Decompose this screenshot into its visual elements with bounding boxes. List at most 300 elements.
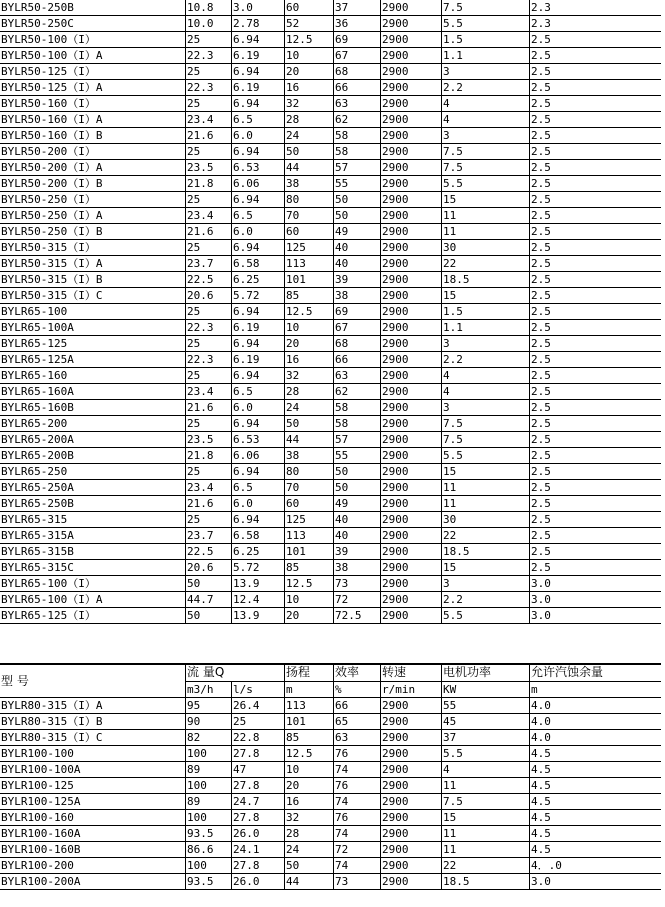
cell-efficiency: 38 <box>334 560 381 576</box>
table-row <box>0 80 661 96</box>
table-row <box>0 608 661 624</box>
cell-power: 7.5 <box>442 0 530 16</box>
cell-speed: 2900 <box>381 858 442 874</box>
cell-efficiency: 40 <box>334 512 381 528</box>
cell-npsh: 2.5 <box>530 352 661 368</box>
cell-npsh: 2.5 <box>530 224 661 240</box>
cell-efficiency: 37 <box>334 0 381 16</box>
cell-model: BYLR65-100A <box>0 320 186 336</box>
cell-power: 22 <box>442 256 530 272</box>
cell-power: 18.5 <box>442 544 530 560</box>
cell-speed: 2900 <box>381 208 442 224</box>
cell-flow-ls: 6.0 <box>232 400 285 416</box>
cell-flow-ls: 2.78 <box>232 16 285 32</box>
cell-power: 1.5 <box>442 304 530 320</box>
cell-power: 3 <box>442 128 530 144</box>
cell-head: 44 <box>285 874 334 890</box>
table-row <box>0 144 661 160</box>
cell-model: BYLR100-200A <box>0 874 186 890</box>
cell-npsh: 4.0 <box>530 730 661 746</box>
table-row <box>0 112 661 128</box>
cell-model: BYLR50-250B <box>0 0 186 16</box>
cell-power: 22 <box>442 858 530 874</box>
pump-spec-table-lower <box>0 663 661 890</box>
cell-power: 5.5 <box>442 746 530 762</box>
cell-flow-m3h: 21.8 <box>186 176 232 192</box>
cell-speed: 2900 <box>381 352 442 368</box>
cell-flow-m3h: 25 <box>186 464 232 480</box>
table-body <box>0 698 661 890</box>
cell-flow-ls: 6.94 <box>232 64 285 80</box>
cell-efficiency: 50 <box>334 208 381 224</box>
cell-flow-ls: 6.58 <box>232 528 285 544</box>
cell-power: 11 <box>442 826 530 842</box>
cell-npsh: 2.3 <box>530 0 661 16</box>
cell-flow-ls: 6.5 <box>232 384 285 400</box>
cell-efficiency: 68 <box>334 64 381 80</box>
cell-head: 24 <box>285 842 334 858</box>
cell-npsh: 2.5 <box>530 256 661 272</box>
cell-head: 10 <box>285 762 334 778</box>
cell-npsh: 2.5 <box>530 496 661 512</box>
cell-efficiency: 40 <box>334 256 381 272</box>
table-row <box>0 176 661 192</box>
cell-power: 11 <box>442 480 530 496</box>
cell-model: BYLR65-200B <box>0 448 186 464</box>
cell-efficiency: 50 <box>334 192 381 208</box>
cell-npsh: 2.5 <box>530 32 661 48</box>
cell-flow-m3h: 100 <box>186 778 232 794</box>
cell-npsh: 2.5 <box>530 80 661 96</box>
header-model: 型 号 <box>0 665 186 698</box>
cell-efficiency: 63 <box>334 730 381 746</box>
cell-flow-ls: 27.8 <box>232 778 285 794</box>
cell-flow-m3h: 25 <box>186 96 232 112</box>
cell-efficiency: 58 <box>334 400 381 416</box>
cell-efficiency: 74 <box>334 858 381 874</box>
cell-flow-m3h: 82 <box>186 730 232 746</box>
cell-speed: 2900 <box>381 496 442 512</box>
cell-power: 3 <box>442 336 530 352</box>
cell-efficiency: 40 <box>334 240 381 256</box>
cell-npsh: 2.5 <box>530 144 661 160</box>
cell-efficiency: 49 <box>334 224 381 240</box>
cell-flow-m3h: 23.7 <box>186 528 232 544</box>
cell-flow-m3h: 22.3 <box>186 352 232 368</box>
cell-flow-ls: 6.94 <box>232 336 285 352</box>
cell-speed: 2900 <box>381 400 442 416</box>
cell-flow-ls: 6.94 <box>232 96 285 112</box>
cell-head: 24 <box>285 400 334 416</box>
table-row <box>0 256 661 272</box>
table-row <box>0 32 661 48</box>
cell-power: 18.5 <box>442 272 530 288</box>
table-row <box>0 0 661 16</box>
table-row <box>0 48 661 64</box>
cell-flow-ls: 13.9 <box>232 576 285 592</box>
cell-flow-ls: 6.0 <box>232 128 285 144</box>
cell-power: 4 <box>442 384 530 400</box>
cell-model: BYLR100-160B <box>0 842 186 858</box>
cell-head: 85 <box>285 730 334 746</box>
table-row <box>0 368 661 384</box>
cell-flow-m3h: 25 <box>186 192 232 208</box>
table-row <box>0 128 661 144</box>
table-row <box>0 384 661 400</box>
cell-flow-m3h: 21.6 <box>186 496 232 512</box>
unit-flow-m3h: m3/h <box>186 682 232 699</box>
cell-speed: 2900 <box>381 592 442 608</box>
cell-model: BYLR50-200（I）A <box>0 160 186 176</box>
cell-npsh: 3.0 <box>530 874 661 890</box>
cell-flow-ls: 47 <box>232 762 285 778</box>
header-power: 电机功率 <box>442 665 530 682</box>
table-row <box>0 224 661 240</box>
cell-flow-ls: 27.8 <box>232 810 285 826</box>
cell-model: BYLR50-200（I）B <box>0 176 186 192</box>
header-npsh: 允许汽蚀余量 <box>530 665 661 682</box>
cell-speed: 2900 <box>381 0 442 16</box>
cell-model: BYLR50-200（I） <box>0 144 186 160</box>
table-row <box>0 96 661 112</box>
cell-model: BYLR65-250A <box>0 480 186 496</box>
cell-npsh: 2.5 <box>530 400 661 416</box>
cell-power: 3 <box>442 400 530 416</box>
cell-head: 60 <box>285 496 334 512</box>
table-row <box>0 576 661 592</box>
cell-speed: 2900 <box>381 480 442 496</box>
cell-model: BYLR50-160（I）A <box>0 112 186 128</box>
table-row <box>0 352 661 368</box>
cell-flow-ls: 5.72 <box>232 288 285 304</box>
cell-npsh: 4.0 <box>530 714 661 730</box>
cell-efficiency: 40 <box>334 528 381 544</box>
table-row <box>0 432 661 448</box>
unit-efficiency: % <box>334 682 381 699</box>
cell-flow-ls: 26.4 <box>232 698 285 714</box>
cell-power: 7.5 <box>442 794 530 810</box>
cell-speed: 2900 <box>381 608 442 624</box>
unit-head: m <box>285 682 334 699</box>
cell-flow-m3h: 89 <box>186 762 232 778</box>
cell-power: 15 <box>442 192 530 208</box>
cell-head: 50 <box>285 416 334 432</box>
cell-power: 7.5 <box>442 144 530 160</box>
cell-flow-ls: 6.0 <box>232 496 285 512</box>
cell-head: 32 <box>285 368 334 384</box>
table-row <box>0 512 661 528</box>
cell-npsh: 3.0 <box>530 608 661 624</box>
cell-power: 4 <box>442 368 530 384</box>
cell-efficiency: 73 <box>334 874 381 890</box>
cell-flow-m3h: 21.8 <box>186 448 232 464</box>
cell-model: BYLR65-315 <box>0 512 186 528</box>
cell-flow-ls: 24.1 <box>232 842 285 858</box>
cell-head: 28 <box>285 826 334 842</box>
cell-head: 113 <box>285 528 334 544</box>
cell-power: 4 <box>442 96 530 112</box>
cell-flow-m3h: 25 <box>186 32 232 48</box>
cell-npsh: 2.5 <box>530 176 661 192</box>
cell-npsh: 2.5 <box>530 96 661 112</box>
table-row <box>0 544 661 560</box>
cell-model: BYLR65-200 <box>0 416 186 432</box>
cell-flow-ls: 6.19 <box>232 48 285 64</box>
cell-flow-ls: 6.19 <box>232 352 285 368</box>
cell-speed: 2900 <box>381 256 442 272</box>
cell-power: 22 <box>442 528 530 544</box>
cell-npsh: 2.5 <box>530 112 661 128</box>
cell-flow-m3h: 86.6 <box>186 842 232 858</box>
cell-efficiency: 63 <box>334 368 381 384</box>
cell-flow-m3h: 22.3 <box>186 80 232 96</box>
cell-npsh: 2.5 <box>530 528 661 544</box>
cell-power: 11 <box>442 496 530 512</box>
cell-speed: 2900 <box>381 112 442 128</box>
table-row <box>0 746 661 762</box>
cell-head: 16 <box>285 352 334 368</box>
table-row <box>0 778 661 794</box>
cell-speed: 2900 <box>381 576 442 592</box>
cell-model: BYLR65-125（I） <box>0 608 186 624</box>
cell-npsh: 4.5 <box>530 746 661 762</box>
cell-flow-m3h: 10.0 <box>186 16 232 32</box>
cell-power: 5.5 <box>442 608 530 624</box>
cell-power: 1.5 <box>442 32 530 48</box>
cell-efficiency: 76 <box>334 746 381 762</box>
cell-flow-m3h: 25 <box>186 64 232 80</box>
cell-model: BYLR80-315（I）A <box>0 698 186 714</box>
table-row <box>0 288 661 304</box>
header-head: 扬程 <box>285 665 334 682</box>
cell-flow-ls: 6.94 <box>232 240 285 256</box>
cell-flow-m3h: 23.4 <box>186 480 232 496</box>
cell-flow-m3h: 20.6 <box>186 560 232 576</box>
cell-flow-m3h: 22.3 <box>186 320 232 336</box>
table-row <box>0 874 661 890</box>
cell-efficiency: 63 <box>334 96 381 112</box>
cell-flow-ls: 27.8 <box>232 858 285 874</box>
cell-model: BYLR50-250（I）B <box>0 224 186 240</box>
cell-flow-ls: 6.06 <box>232 448 285 464</box>
cell-flow-ls: 25 <box>232 714 285 730</box>
cell-flow-ls: 6.06 <box>232 176 285 192</box>
cell-head: 80 <box>285 192 334 208</box>
cell-flow-ls: 6.94 <box>232 512 285 528</box>
table-row <box>0 592 661 608</box>
cell-head: 20 <box>285 778 334 794</box>
header-speed: 转速 <box>381 665 442 682</box>
table-row <box>0 480 661 496</box>
cell-npsh: 2.5 <box>530 304 661 320</box>
cell-speed: 2900 <box>381 64 442 80</box>
cell-head: 44 <box>285 432 334 448</box>
cell-efficiency: 58 <box>334 144 381 160</box>
cell-flow-ls: 6.94 <box>232 416 285 432</box>
cell-efficiency: 69 <box>334 32 381 48</box>
table-row <box>0 858 661 874</box>
cell-model: BYLR65-100（I） <box>0 576 186 592</box>
cell-flow-ls: 6.19 <box>232 320 285 336</box>
cell-head: 125 <box>285 240 334 256</box>
cell-head: 28 <box>285 112 334 128</box>
cell-flow-m3h: 10.8 <box>186 0 232 16</box>
cell-head: 12.5 <box>285 576 334 592</box>
cell-npsh: 2.5 <box>530 512 661 528</box>
cell-speed: 2900 <box>381 432 442 448</box>
cell-head: 10 <box>285 48 334 64</box>
cell-efficiency: 74 <box>334 762 381 778</box>
cell-flow-m3h: 23.4 <box>186 384 232 400</box>
cell-model: BYLR100-100A <box>0 762 186 778</box>
cell-power: 11 <box>442 208 530 224</box>
cell-model: BYLR100-125A <box>0 794 186 810</box>
cell-flow-ls: 6.53 <box>232 160 285 176</box>
table-header <box>0 665 661 698</box>
cell-model: BYLR50-250（I）A <box>0 208 186 224</box>
cell-model: BYLR50-125（I）A <box>0 80 186 96</box>
cell-speed: 2900 <box>381 842 442 858</box>
cell-efficiency: 76 <box>334 778 381 794</box>
cell-power: 7.5 <box>442 416 530 432</box>
cell-npsh: 3.0 <box>530 592 661 608</box>
cell-model: BYLR50-315（I）C <box>0 288 186 304</box>
cell-model: BYLR50-315（I） <box>0 240 186 256</box>
cell-efficiency: 66 <box>334 698 381 714</box>
cell-flow-ls: 6.94 <box>232 368 285 384</box>
cell-efficiency: 74 <box>334 794 381 810</box>
cell-flow-m3h: 23.5 <box>186 160 232 176</box>
cell-flow-m3h: 23.4 <box>186 208 232 224</box>
cell-flow-ls: 6.5 <box>232 480 285 496</box>
table-row <box>0 794 661 810</box>
table-row <box>0 400 661 416</box>
cell-speed: 2900 <box>381 874 442 890</box>
cell-flow-m3h: 25 <box>186 336 232 352</box>
cell-flow-ls: 6.94 <box>232 32 285 48</box>
cell-npsh: 4.5 <box>530 810 661 826</box>
cell-power: 4 <box>442 112 530 128</box>
cell-npsh: 2.5 <box>530 272 661 288</box>
table-row <box>0 762 661 778</box>
cell-flow-m3h: 100 <box>186 858 232 874</box>
cell-model: BYLR65-315B <box>0 544 186 560</box>
cell-flow-m3h: 22.5 <box>186 544 232 560</box>
table-row <box>0 64 661 80</box>
cell-efficiency: 50 <box>334 464 381 480</box>
table-row <box>0 560 661 576</box>
cell-npsh: 4.5 <box>530 794 661 810</box>
cell-speed: 2900 <box>381 448 442 464</box>
table-row <box>0 336 661 352</box>
cell-npsh: 4.0 <box>530 698 661 714</box>
cell-flow-m3h: 100 <box>186 746 232 762</box>
cell-power: 15 <box>442 560 530 576</box>
cell-efficiency: 72 <box>334 592 381 608</box>
cell-head: 16 <box>285 80 334 96</box>
cell-flow-m3h: 90 <box>186 714 232 730</box>
table-row <box>0 448 661 464</box>
table-row <box>0 240 661 256</box>
cell-model: BYLR65-125 <box>0 336 186 352</box>
cell-efficiency: 55 <box>334 176 381 192</box>
cell-head: 10 <box>285 592 334 608</box>
cell-npsh: 2.5 <box>530 128 661 144</box>
cell-model: BYLR100-125 <box>0 778 186 794</box>
table-row <box>0 464 661 480</box>
cell-model: BYLR65-315A <box>0 528 186 544</box>
cell-head: 70 <box>285 480 334 496</box>
cell-head: 20 <box>285 608 334 624</box>
cell-speed: 2900 <box>381 160 442 176</box>
cell-efficiency: 39 <box>334 272 381 288</box>
cell-flow-m3h: 93.5 <box>186 826 232 842</box>
unit-npsh: m <box>530 682 661 699</box>
cell-head: 24 <box>285 128 334 144</box>
cell-speed: 2900 <box>381 810 442 826</box>
cell-speed: 2900 <box>381 762 442 778</box>
cell-efficiency: 72.5 <box>334 608 381 624</box>
cell-power: 1.1 <box>442 48 530 64</box>
cell-speed: 2900 <box>381 96 442 112</box>
cell-npsh: 2.5 <box>530 368 661 384</box>
cell-speed: 2900 <box>381 384 442 400</box>
cell-power: 15 <box>442 288 530 304</box>
cell-head: 12.5 <box>285 304 334 320</box>
cell-efficiency: 57 <box>334 160 381 176</box>
cell-model: BYLR50-100（I） <box>0 32 186 48</box>
cell-flow-m3h: 22.5 <box>186 272 232 288</box>
cell-efficiency: 73 <box>334 576 381 592</box>
cell-speed: 2900 <box>381 224 442 240</box>
cell-efficiency: 74 <box>334 826 381 842</box>
cell-efficiency: 67 <box>334 48 381 64</box>
cell-speed: 2900 <box>381 778 442 794</box>
cell-power: 15 <box>442 464 530 480</box>
cell-flow-m3h: 25 <box>186 304 232 320</box>
table-row <box>0 714 661 730</box>
cell-flow-ls: 6.53 <box>232 432 285 448</box>
cell-efficiency: 65 <box>334 714 381 730</box>
cell-efficiency: 58 <box>334 128 381 144</box>
table-row <box>0 208 661 224</box>
cell-head: 80 <box>285 464 334 480</box>
cell-head: 101 <box>285 714 334 730</box>
cell-power: 2.2 <box>442 352 530 368</box>
cell-speed: 2900 <box>381 528 442 544</box>
cell-speed: 2900 <box>381 80 442 96</box>
cell-power: 3 <box>442 576 530 592</box>
cell-speed: 2900 <box>381 746 442 762</box>
cell-model: BYLR50-250C <box>0 16 186 32</box>
cell-npsh: 2.5 <box>530 240 661 256</box>
cell-flow-ls: 6.19 <box>232 80 285 96</box>
cell-flow-m3h: 100 <box>186 810 232 826</box>
cell-head: 20 <box>285 64 334 80</box>
cell-flow-m3h: 25 <box>186 240 232 256</box>
cell-efficiency: 39 <box>334 544 381 560</box>
cell-flow-ls: 6.25 <box>232 544 285 560</box>
cell-speed: 2900 <box>381 512 442 528</box>
cell-head: 32 <box>285 96 334 112</box>
cell-npsh: 4.5 <box>530 778 661 794</box>
cell-efficiency: 50 <box>334 480 381 496</box>
table-row <box>0 304 661 320</box>
cell-npsh: 2.5 <box>530 480 661 496</box>
cell-head: 113 <box>285 698 334 714</box>
cell-model: BYLR80-315（I）C <box>0 730 186 746</box>
cell-npsh: 4.5 <box>530 826 661 842</box>
